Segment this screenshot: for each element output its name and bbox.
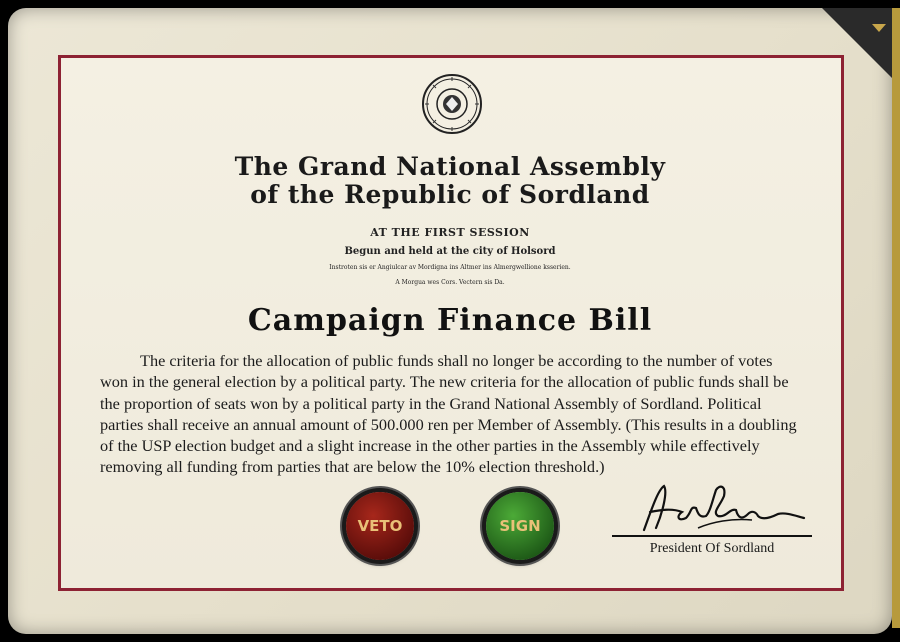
signature-mark [612, 478, 812, 538]
session-fine-print-1: Instroten sis er Angiulcar av Mordigna ins Altmer ins Almergwellione ksserien. [329, 264, 571, 271]
session-heading: AT THE FIRST SESSION [370, 226, 530, 239]
sign-button[interactable] [486, 492, 554, 560]
signature-line [612, 535, 812, 537]
chevron-down-icon[interactable] [872, 24, 886, 32]
signature-title: President Of Sordland [649, 541, 775, 556]
session-fine-print-2: A Morgua wes Cors. Vectern sis Da. [395, 279, 505, 286]
veto-label: VETO [357, 517, 403, 535]
bill-title: Campaign Finance Bill [247, 303, 653, 338]
assembly-title-line-1: The Grand National Assembly [234, 152, 666, 181]
veto-button[interactable] [346, 492, 414, 560]
sign-label: SIGN [499, 517, 541, 535]
seal-icon [421, 73, 483, 135]
session-location: Begun and held at the city of Holsord [344, 246, 556, 257]
assembly-title-line-2: of the Republic of Sordland [250, 180, 650, 209]
bill-text: The criteria for the allocation of public funds shall no longer be according to the number of votes won in the general election by a political party. The new criteria for the allocation of public funds shall be the proportion of seats won by a political party in the Grand National Assembly of Sordland. Political parties shall receive an annual amount of 500.000 ren per Member of Assembly. (This results in a doubling of the USP election budget and a slight increase in the other parties in the Assembly while effectively removing all funding from parties that are below the 10% election threshold.) [100, 351, 797, 477]
